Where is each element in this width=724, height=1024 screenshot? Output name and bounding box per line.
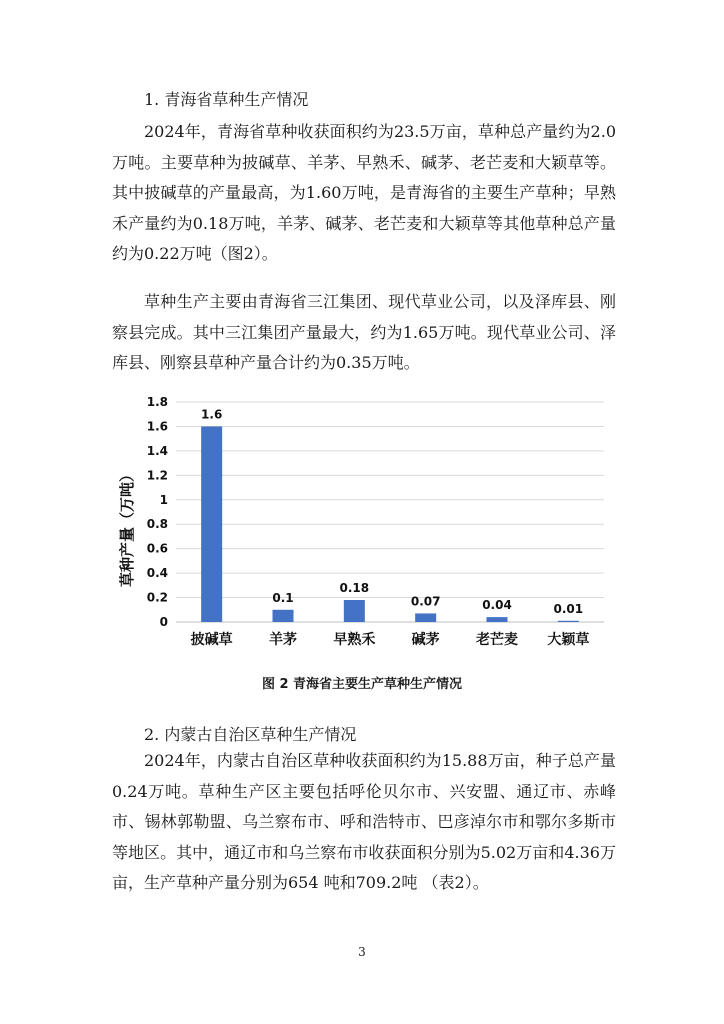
y-tick-label: 1.2 [146,468,168,483]
paragraph-inner-mongolia: 2024年，内蒙古自治区草种收获面积约为15.88万亩，种子总产量0.24万吨。草种生产区主要包括呼伦贝尔市、兴安盟、通辽市、赤峰市、锡林郭勒盟、乌兰察布市、呼和浩特市、巴彦淖尔市和鄂尔多斯市等地区。其中，通辽市和乌兰察布市收获面积分别为5.02万亩和4.36万亩，生产草种产量分别为654 吨和709.2吨 （表2）。 [112,751,616,892]
chart-canvas [112,392,612,662]
section-heading-inner-mongolia: 2. 内蒙古自治区草种生产情况 [144,725,357,744]
x-tick-label-3: 早熟禾 [333,632,376,648]
y-axis-title: 草种产量（万吨） [118,466,136,588]
x-tick-label-4: 碱茅 [411,632,440,648]
y-axis-ticks [147,395,168,629]
data-label-6: 0.01 [553,601,584,616]
y-tick-label: 1 [159,492,168,507]
chart-data-labels [201,407,583,615]
x-axis-labels [190,631,590,648]
y-tick-label: 0.6 [146,541,168,556]
y-tick-label: 1.4 [146,443,168,458]
y-tick-label: 0 [159,615,168,629]
y-tick-label: 0.2 [146,590,168,605]
y-tick-label: 0.8 [146,517,168,532]
data-label-2: 0.1 [272,590,294,605]
paragraph-qinghai-producers: 草种生产主要由青海省三江集团、现代草业公司，以及泽库县、刚察县完成。其中三江集团产量最大，约为1.65万吨。现代草业公司、泽库县、刚察县草种产量合计约为0.35万吨。 [112,292,616,372]
data-label-4: 0.07 [410,594,441,609]
bar-1 [201,426,222,622]
data-label-3: 0.18 [339,581,370,595]
x-tick-label-1: 披碱草 [190,632,233,648]
paragraph-qinghai-overview: 2024年，青海省草种收获面积约为23.5万亩，草种总产量约为2.0万吨。主要草种为披碱草、羊茅、早熟禾、碱茅、老芒麦和大颖草等。其中披碱草的产量最高，为1.60万吨，是青海省的主要生产草种；早熟禾产量约为0.18万吨，羊茅、碱茅、老芒麦和大颖草等其他草种总产量约为0.22万吨（图2）。 [112,122,616,263]
bar-3 [344,600,365,622]
x-tick-label-2: 羊茅 [269,632,297,648]
page-number: 3 [358,945,366,959]
bar-6 [558,621,579,622]
grass-seed-bar-chart [112,392,612,662]
x-tick-label-5: 老芒麦 [476,632,518,648]
bar-4 [415,613,436,622]
y-tick-label: 1.6 [146,419,168,434]
chart-gridlines [176,402,604,622]
data-label-5: 0.04 [482,598,512,613]
bar-2 [273,610,294,622]
figure-caption: 图 2 青海省主要生产草种生产情况 [261,677,463,692]
x-tick-label-6: 大颖草 [547,632,590,648]
section-heading-qinghai: 1. 青海省草种生产情况 [144,90,309,109]
y-tick-label: 0.4 [146,566,168,581]
bar-5 [487,617,508,622]
y-tick-label: 1.8 [146,395,168,409]
data-label-1: 1.6 [201,407,223,422]
